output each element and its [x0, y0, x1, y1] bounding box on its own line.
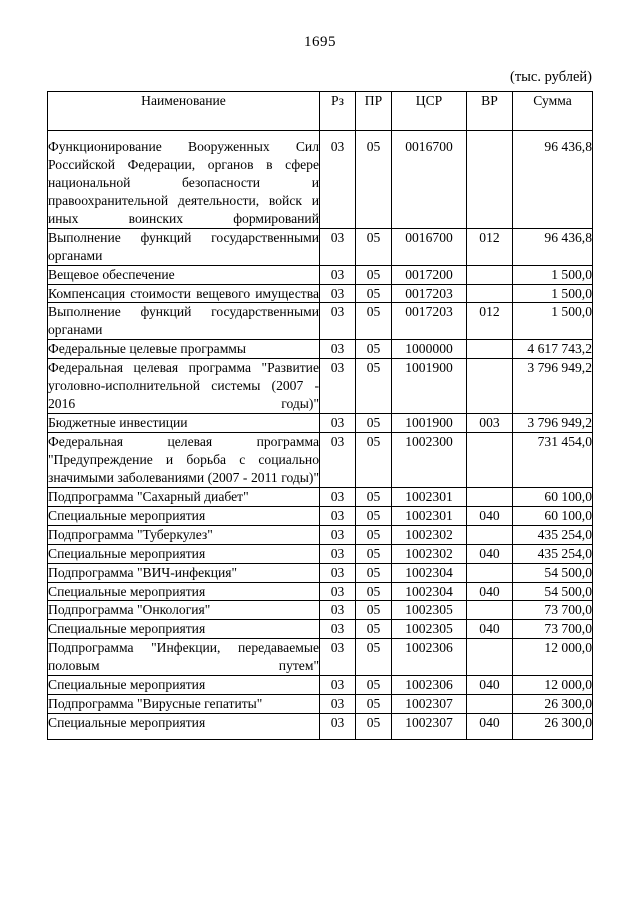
row-csr: 1002306: [392, 676, 467, 695]
row-rz: 03: [320, 714, 356, 740]
row-pr: 05: [356, 620, 392, 639]
column-header-name: Наименование: [48, 92, 320, 131]
row-name: Федеральная целевая программа "Предупреждение и борьба с социально значимыми заболеваниями (2007 - 2011 годы)": [48, 433, 320, 488]
row-rz: 03: [320, 340, 356, 359]
row-sum: 3 796 949,2: [513, 414, 593, 433]
row-name: Федеральные целевые программы: [48, 340, 320, 359]
row-rz: 03: [320, 582, 356, 601]
row-pr: 05: [356, 525, 392, 544]
row-name: Подпрограмма "Сахарный диабет": [48, 487, 320, 506]
row-rz: 03: [320, 359, 356, 414]
table-row: [48, 340, 593, 359]
row-name: Функционирование Вооруженных Сил Российской Федерации, органов в сфере национальной безопасности и правоохранительной деятельности, войск и иных воинских формирований: [48, 131, 320, 229]
row-name: Федеральная целевая программа "Развитие уголовно-исполнительной системы (2007 - 2016 годы)": [48, 359, 320, 414]
table-row: [48, 131, 593, 229]
row-vr: 040: [467, 714, 513, 740]
row-sum: 54 500,0: [513, 563, 593, 582]
row-sum: 60 100,0: [513, 487, 593, 506]
row-name: Специальные мероприятия: [48, 544, 320, 563]
row-csr: 1002300: [392, 433, 467, 488]
row-sum: 73 700,0: [513, 601, 593, 620]
row-name: Специальные мероприятия: [48, 676, 320, 695]
row-sum: 26 300,0: [513, 695, 593, 714]
header-row: [48, 92, 593, 131]
row-pr: 05: [356, 414, 392, 433]
row-sum: 731 454,0: [513, 433, 593, 488]
row-vr: 040: [467, 506, 513, 525]
row-rz: 03: [320, 228, 356, 265]
row-sum: 1 500,0: [513, 265, 593, 284]
row-csr: 1002306: [392, 639, 467, 676]
row-sum: 96 436,8: [513, 131, 593, 229]
table-row: [48, 601, 593, 620]
row-vr: [467, 695, 513, 714]
row-sum: 435 254,0: [513, 525, 593, 544]
row-csr: 1002305: [392, 601, 467, 620]
table-row: [48, 544, 593, 563]
row-vr: 040: [467, 544, 513, 563]
row-name: Специальные мероприятия: [48, 582, 320, 601]
table-row: [48, 676, 593, 695]
table-row: [48, 582, 593, 601]
row-pr: 05: [356, 433, 392, 488]
row-csr: 1001900: [392, 359, 467, 414]
row-vr: 003: [467, 414, 513, 433]
row-vr: [467, 487, 513, 506]
row-vr: [467, 359, 513, 414]
row-rz: 03: [320, 620, 356, 639]
row-vr: [467, 433, 513, 488]
row-rz: 03: [320, 414, 356, 433]
row-vr: [467, 639, 513, 676]
row-pr: 05: [356, 487, 392, 506]
row-csr: 0016700: [392, 131, 467, 229]
row-sum: 54 500,0: [513, 582, 593, 601]
row-name: Подпрограмма "Вирусные гепатиты": [48, 695, 320, 714]
column-header-rz: Рз: [320, 92, 356, 131]
row-vr: 012: [467, 228, 513, 265]
row-rz: 03: [320, 639, 356, 676]
table-body: [48, 131, 593, 740]
row-pr: 05: [356, 676, 392, 695]
row-rz: 03: [320, 525, 356, 544]
column-header-vr: ВР: [467, 92, 513, 131]
row-pr: 05: [356, 714, 392, 740]
row-sum: 12 000,0: [513, 676, 593, 695]
row-vr: [467, 131, 513, 229]
row-vr: 012: [467, 303, 513, 340]
table-row: [48, 563, 593, 582]
row-pr: 05: [356, 228, 392, 265]
row-pr: 05: [356, 544, 392, 563]
row-rz: 03: [320, 563, 356, 582]
row-sum: 1 500,0: [513, 303, 593, 340]
units-note: (тыс. рублей): [510, 69, 592, 85]
row-name: Подпрограмма "Туберкулез": [48, 525, 320, 544]
row-vr: [467, 340, 513, 359]
table-row: [48, 525, 593, 544]
row-csr: 1002302: [392, 544, 467, 563]
row-rz: 03: [320, 131, 356, 229]
table-row: [48, 414, 593, 433]
row-name: Компенсация стоимости вещевого имущества: [48, 284, 320, 303]
row-name: Выполнение функций государственными органами: [48, 228, 320, 265]
row-csr: 0017200: [392, 265, 467, 284]
row-pr: 05: [356, 582, 392, 601]
row-sum: 435 254,0: [513, 544, 593, 563]
row-csr: 1002302: [392, 525, 467, 544]
row-vr: 040: [467, 582, 513, 601]
row-sum: 3 796 949,2: [513, 359, 593, 414]
table-row: [48, 303, 593, 340]
table-row: [48, 506, 593, 525]
row-sum: 4 617 743,2: [513, 340, 593, 359]
page-number: 1695: [304, 34, 336, 50]
row-rz: 03: [320, 265, 356, 284]
row-rz: 03: [320, 433, 356, 488]
row-csr: 1002304: [392, 563, 467, 582]
row-pr: 05: [356, 303, 392, 340]
table-row: [48, 620, 593, 639]
table-row: [48, 359, 593, 414]
row-pr: 05: [356, 131, 392, 229]
row-rz: 03: [320, 487, 356, 506]
row-rz: 03: [320, 601, 356, 620]
row-csr: 0016700: [392, 228, 467, 265]
row-name: Вещевое обеспечение: [48, 265, 320, 284]
row-pr: 05: [356, 639, 392, 676]
row-pr: 05: [356, 695, 392, 714]
column-header-pr: ПР: [356, 92, 392, 131]
row-vr: [467, 525, 513, 544]
row-vr: [467, 265, 513, 284]
row-name: Подпрограмма "Инфекции, передаваемые половым путем": [48, 639, 320, 676]
column-header-sum: Сумма: [513, 92, 593, 131]
row-rz: 03: [320, 506, 356, 525]
row-pr: 05: [356, 340, 392, 359]
row-csr: 1002307: [392, 695, 467, 714]
row-csr: 1000000: [392, 340, 467, 359]
row-name: Бюджетные инвестиции: [48, 414, 320, 433]
row-pr: 05: [356, 284, 392, 303]
row-sum: 12 000,0: [513, 639, 593, 676]
row-sum: 60 100,0: [513, 506, 593, 525]
row-pr: 05: [356, 265, 392, 284]
row-rz: 03: [320, 544, 356, 563]
table-row: [48, 284, 593, 303]
row-csr: 1002307: [392, 714, 467, 740]
row-rz: 03: [320, 676, 356, 695]
row-csr: 1002305: [392, 620, 467, 639]
row-vr: [467, 601, 513, 620]
table-row: [48, 487, 593, 506]
row-sum: 96 436,8: [513, 228, 593, 265]
row-pr: 05: [356, 506, 392, 525]
row-csr: 0017203: [392, 303, 467, 340]
row-csr: 1002304: [392, 582, 467, 601]
row-rz: 03: [320, 303, 356, 340]
row-name: Подпрограмма "ВИЧ-инфекция": [48, 563, 320, 582]
row-name: Подпрограмма "Онкология": [48, 601, 320, 620]
row-csr: 1001900: [392, 414, 467, 433]
row-pr: 05: [356, 563, 392, 582]
row-pr: 05: [356, 601, 392, 620]
row-vr: [467, 284, 513, 303]
row-rz: 03: [320, 284, 356, 303]
row-name: Специальные мероприятия: [48, 620, 320, 639]
row-csr: 0017203: [392, 284, 467, 303]
budget-table: [47, 91, 593, 740]
row-vr: 040: [467, 676, 513, 695]
table-row: [48, 714, 593, 740]
row-vr: 040: [467, 620, 513, 639]
row-name: Специальные мероприятия: [48, 714, 320, 740]
row-sum: 73 700,0: [513, 620, 593, 639]
table-row: [48, 228, 593, 265]
table-row: [48, 639, 593, 676]
table-header: [48, 92, 593, 131]
table-row: [48, 433, 593, 488]
row-sum: 26 300,0: [513, 714, 593, 740]
row-csr: 1002301: [392, 506, 467, 525]
table-row: [48, 695, 593, 714]
row-rz: 03: [320, 695, 356, 714]
row-pr: 05: [356, 359, 392, 414]
row-name: Специальные мероприятия: [48, 506, 320, 525]
row-name: Выполнение функций государственными органами: [48, 303, 320, 340]
row-sum: 1 500,0: [513, 284, 593, 303]
column-header-csr: ЦСР: [392, 92, 467, 131]
row-csr: 1002301: [392, 487, 467, 506]
row-vr: [467, 563, 513, 582]
table-row: [48, 265, 593, 284]
